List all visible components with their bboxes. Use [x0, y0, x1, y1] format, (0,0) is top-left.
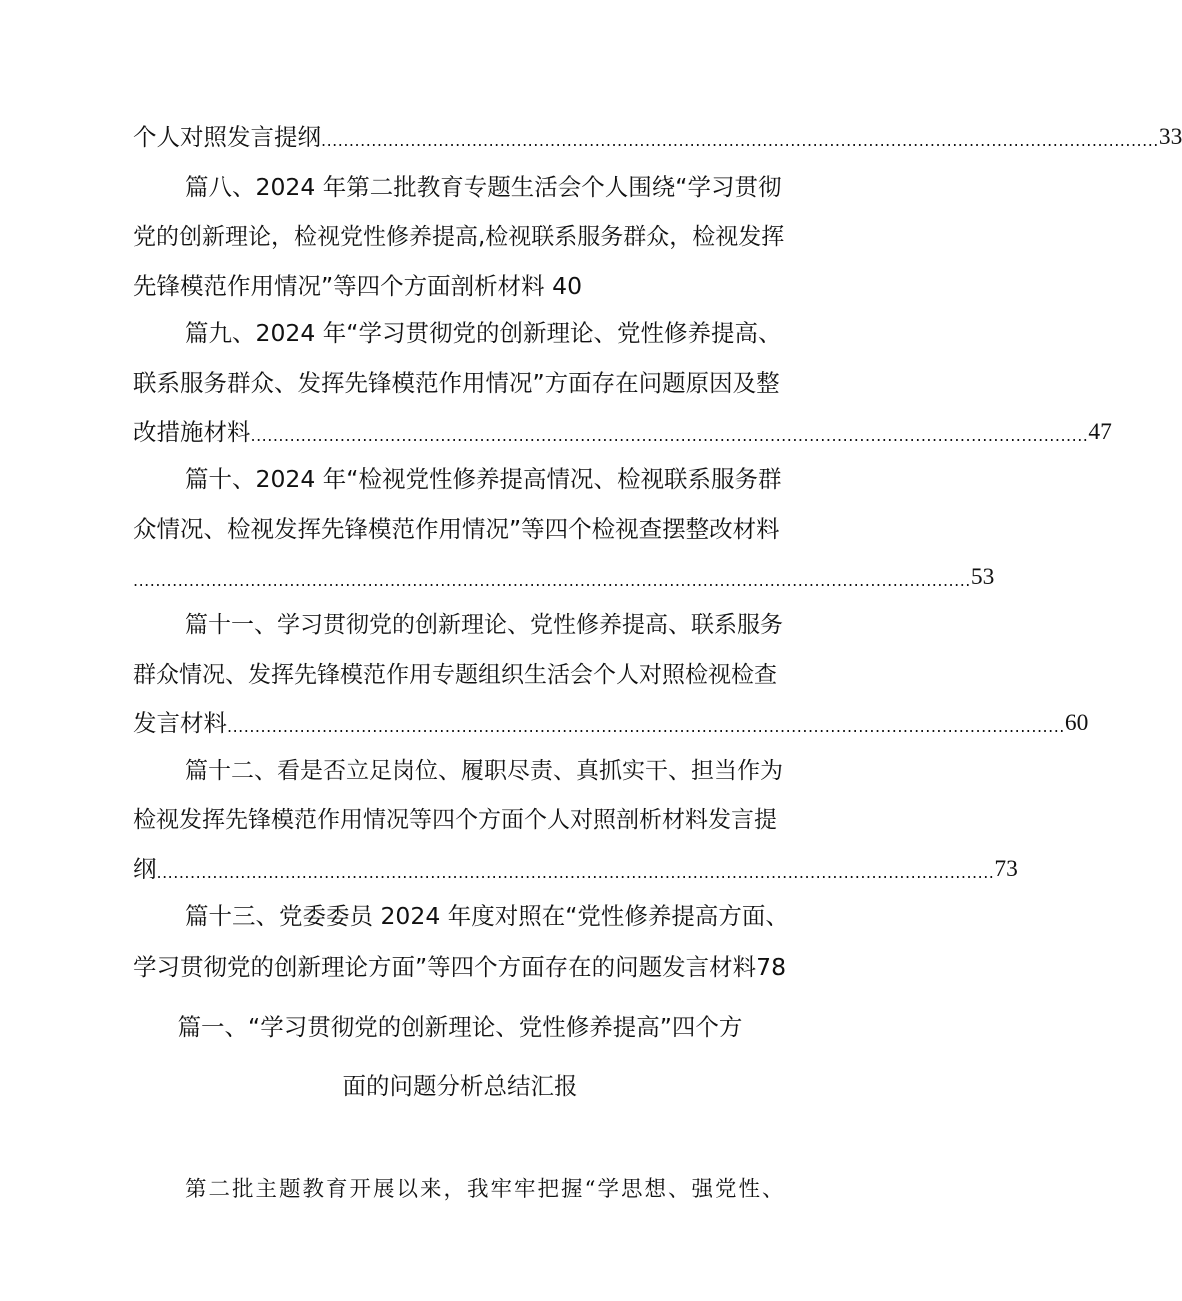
toc-page-number: 47	[1088, 419, 1112, 445]
toc-entry-line	[133, 560, 995, 594]
toc-page-number: 73	[994, 856, 1018, 882]
toc-entry-line: 众情况、检视发挥先锋模范作用情况”等四个检视查摆整改材料	[133, 515, 780, 543]
toc-entry-text: 纲	[133, 855, 157, 883]
toc-leader-dots: ......................................................................................................................................................	[156, 863, 995, 882]
toc-entry-line: 检视发挥先锋模范作用情况等四个方面个人对照剖析材料发言提	[133, 807, 777, 833]
toc-entry-line	[133, 706, 1089, 740]
toc-entry-line: 篇十、2024 年“检视党性修养提高情况、检视联系服务群	[185, 465, 782, 493]
toc-leader-dots: ......................................................................................................................................................	[321, 131, 1159, 150]
toc-entry-line: 篇十一、学习贯彻党的创新理论、党性修养提高、联系服务	[185, 612, 783, 638]
toc-page-number: 33	[1158, 124, 1182, 150]
toc-entry-line	[133, 120, 1182, 154]
toc-entry-line	[133, 415, 1112, 449]
body-paragraph: 第二批主题教育开展以来，我牢牢把握“学思想、强党性、	[185, 1177, 786, 1202]
toc-entry-line: 篇十二、看是否立足岗位、履职尽责、真抓实干、担当作为	[185, 758, 783, 784]
toc-entry-line: 篇八、2024 年第二批教育专题生活会个人围绕“学习贯彻	[185, 173, 782, 201]
section-heading-line: 篇一、“学习贯彻党的创新理论、党性修养提高”四个方	[177, 1013, 743, 1041]
toc-page-number: 53	[970, 564, 995, 590]
toc-entry-line	[133, 852, 1018, 886]
toc-entry-line: 篇九、2024 年“学习贯彻党的创新理论、党性修养提高、	[185, 319, 782, 347]
toc-page-number: 60	[1064, 710, 1089, 736]
toc-entry-line: 先锋模范作用情况”等四个方面剖析材料 40	[133, 272, 583, 300]
toc-leader-dots: ......................................................................................................................................................	[227, 717, 1065, 736]
toc-entry-line: 篇十三、党委委员 2024 年度对照在“党性修养提高方面、	[185, 902, 789, 930]
toc-entry-text: 个人对照发言提纲	[133, 123, 321, 151]
toc-entry-line: 学习贯彻党的创新理论方面”等四个方面存在的问题发言材料78	[133, 953, 787, 981]
toc-entry-text: 改措施材料	[133, 418, 251, 446]
toc-leader-dots: ......................................................................................................................................................	[133, 571, 971, 590]
toc-entry-line: 联系服务群众、发挥先锋模范作用情况”方面存在问题原因及整	[133, 369, 780, 397]
toc-entry-line: 群众情况、发挥先锋模范作用专题组织生活会个人对照检视检查	[133, 662, 777, 688]
section-heading-line: 面的问题分析总结汇报	[342, 1072, 578, 1100]
toc-leader-dots: ......................................................................................................................................................	[250, 426, 1089, 445]
toc-entry-line: 党的创新理论，检视党性修养提高,检视联系服务群众，检视发挥	[133, 224, 785, 250]
toc-entry-text: 发言材料	[133, 709, 227, 737]
